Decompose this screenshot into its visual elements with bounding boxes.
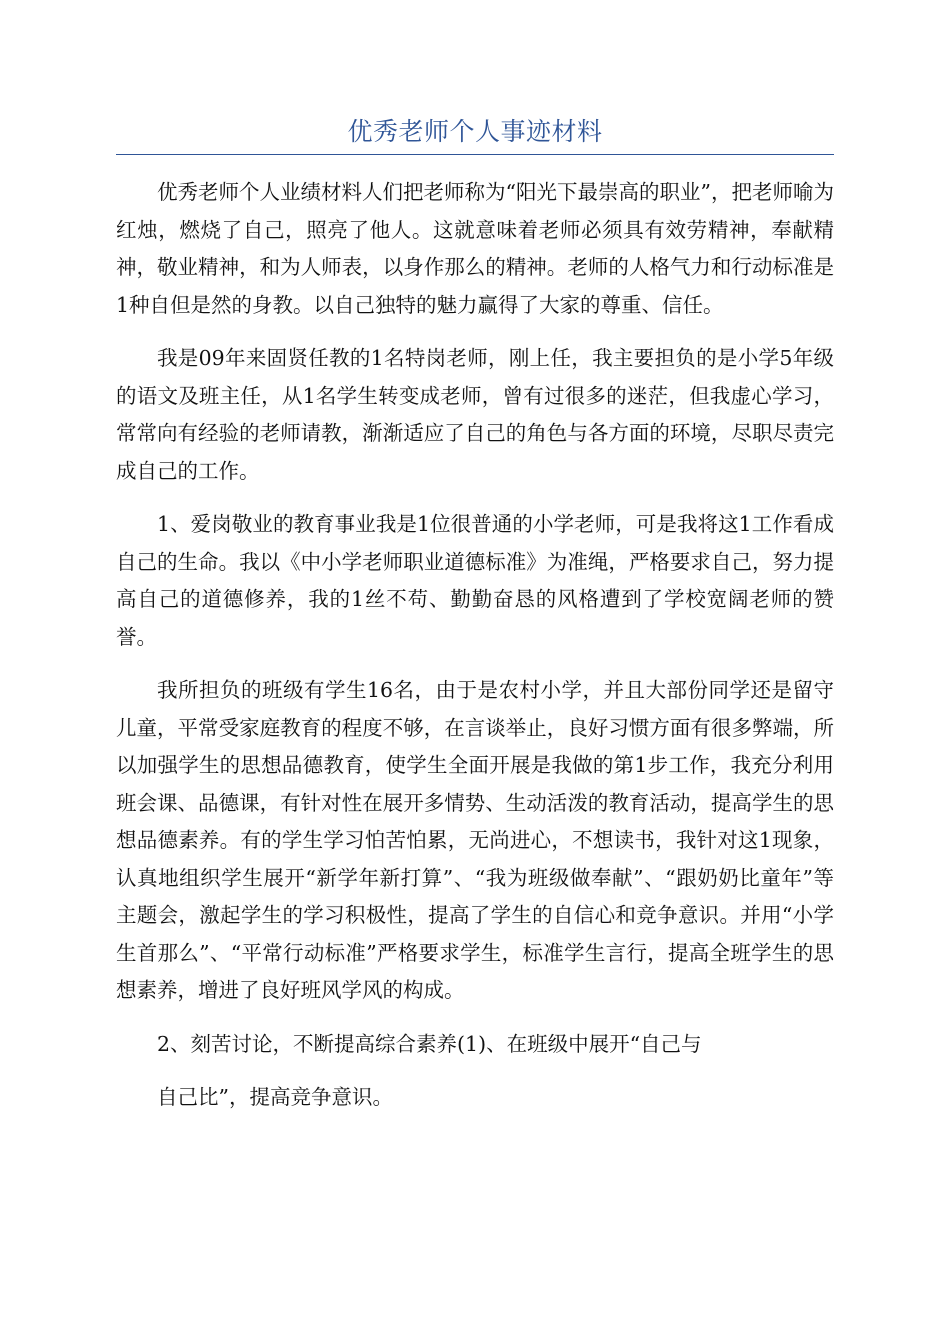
paragraph-3: 1、爱岗敬业的教育事业我是1位很普通的小学老师，可是我将这1工作看成自己的生命。我以《中小学老师职业道德标准》为准绳，严格要求自己，努力提高自己的道德修养，我的1丝不苟、勤勤奋恳的风格遭到了学校宽阔老师的赞誉。 bbox=[116, 512, 834, 649]
document-body bbox=[116, 174, 834, 1133]
paragraph-2: 我是09年来固贤任教的1名特岗老师，刚上任，我主要担负的是小学5年级的语文及班主任，从1名学生转变成老师，曾有过很多的迷茫，但我虚心学习，常常向有经验的老师请教，渐渐适应了自己的角色与各方面的环境，尽职尽责完成自己的工作。 bbox=[116, 346, 834, 483]
title-underline bbox=[116, 154, 834, 155]
paragraph-5: 2、刻苦讨论，不断提高综合素养(1)、在班级中展开“自己与 bbox=[157, 1031, 702, 1056]
paragraph-6: 自己比”，提高竞争意识。 bbox=[157, 1085, 393, 1109]
paragraph-1: 优秀老师个人业绩材料人们把老师称为“阳光下最崇高的职业”，把老师喻为红烛，燃烧了自己，照亮了他人。这就意味着老师必须具有效劳精神，奉献精神，敬业精神，和为人师表，以身作那么的精神。老师的人格气力和行动标准是1种自但是然的身教。以自己独特的魅力赢得了大家的尊重、信任。 bbox=[116, 180, 834, 317]
paragraph-4: 我所担负的班级有学生16名，由于是农村小学，并且大部份同学还是留守儿童，平常受家庭教育的程度不够，在言谈举止，良好习惯方面有很多弊端，所以加强学生的思想品德教育，使学生全面开展是我做的第1步工作，我充分利用班会课、品德课，有针对性在展开多情势、生动活泼的教育活动，提高学生的思想品德素养。有的学生学习怕苦怕累，无尚进心，不想读书，我针对这1现象，认真地组织学生展开“新学年新打算”、“我为班级做奉献”、“跟奶奶比童年”等主题会，激起学生的学习积极性，提高了学生的自信心和竞争意识。并用“小学生首那么”、“平常行动标准”严格要求学生，标准学生言行，提高全班学生的思想素养，增进了良好班风学风的构成。 bbox=[116, 678, 834, 1002]
document-title: 优秀老师个人事迹材料 bbox=[347, 117, 603, 146]
